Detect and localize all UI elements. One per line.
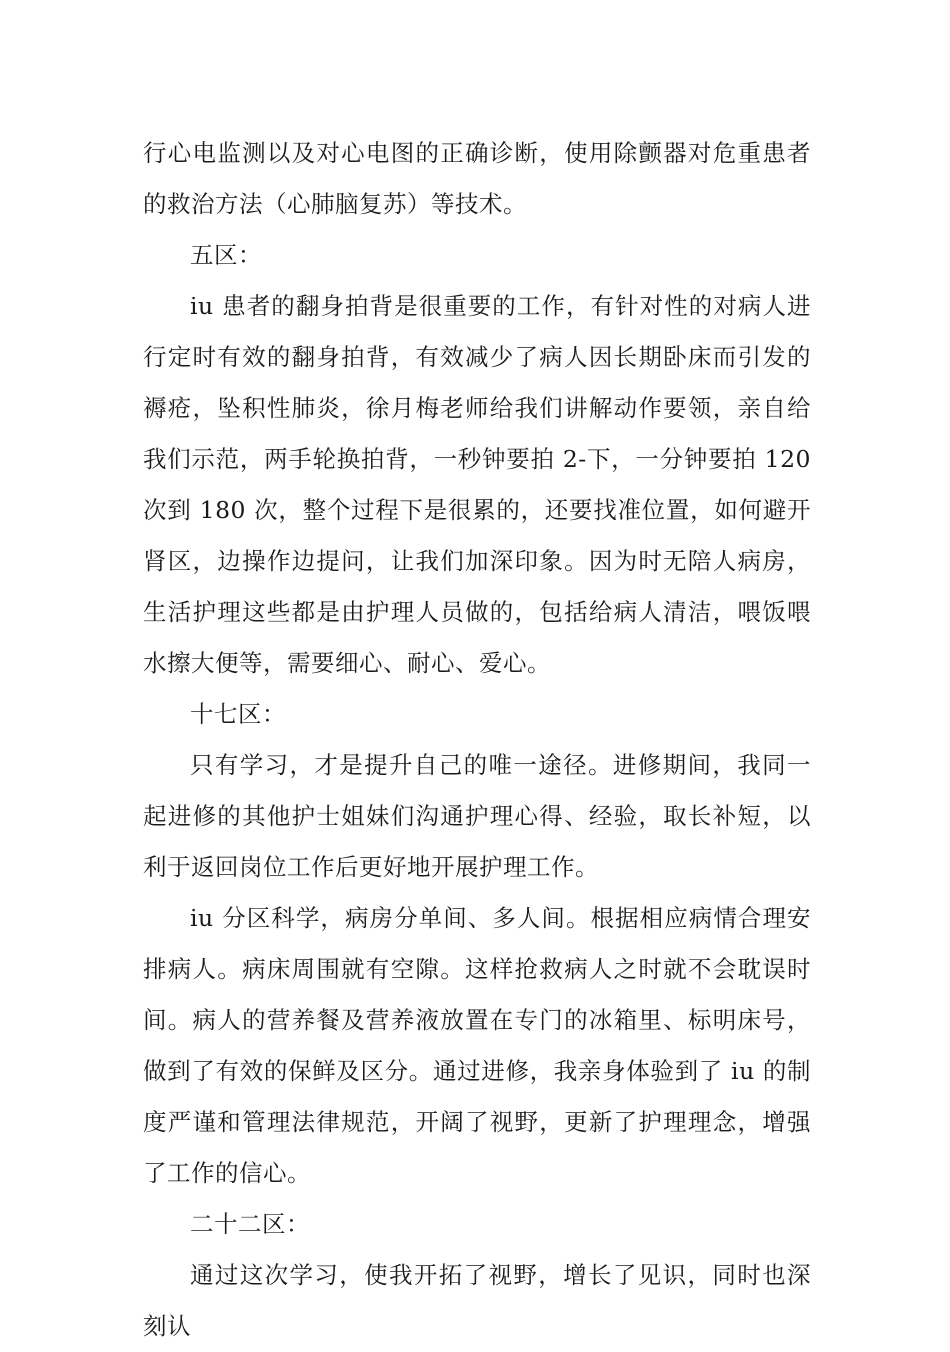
paragraph-zone-5-turning-patting: iu 患者的翻身拍背是很重要的工作，有针对性的对病人进行定时有效的翻身拍背，有效减少了病人因长期卧床而引发的褥疮，坠积性肺炎，徐月梅老师给我们讲解动作要领，亲自给我们示范，两手轮换拍背，一秒钟要拍 2-下，一分钟要拍 120 次到 180 次，整个过程下是很累的，还要找准位置，如何避开肾区，边操作边提问，让我们加深印象。因为时无陪人病房，生活护理这些都是由护理人员做的，包括给病人清洁，喂饭喂水擦大便等，需要细心、耐心、爱心。 xyxy=(143,292,811,677)
paragraph-zone-17-ward-layout: iu 分区科学，病房分单间、多人间。根据相应病情合理安排病人。病床周围就有空隙。这样抢救病人之时就不会耽误时间。病人的营养餐及营养液放置在专门的冰箱里、标明床号，做到了有效的保鲜及区分。通过进修，我亲身体验到了 iu 的制度严谨和管理法律规范，开阔了视野，更新了护理理念，增强了工作的信心。 xyxy=(143,904,811,1187)
paragraph-zone-22-start: 通过这次学习，使我开拓了视野，增长了见识，同时也深刻认 xyxy=(143,1261,811,1340)
paragraph-continued: 行心电监测以及对心电图的正确诊断，使用除颤器对危重患者的救治方法（心肺脑复苏）等技术。 xyxy=(143,139,811,218)
section-heading-zone-5: 五区： xyxy=(190,241,262,269)
paragraph-zone-17-learning: 只有学习，才是提升自己的唯一途径。进修期间，我同一起进修的其他护士姐妹们沟通护理心得、经验，取长补短，以利于返回岗位工作后更好地开展护理工作。 xyxy=(143,751,811,881)
section-heading-zone-22: 二十二区： xyxy=(190,1210,310,1238)
document-body xyxy=(143,128,811,1352)
section-heading-zone-17: 十七区： xyxy=(190,700,286,728)
